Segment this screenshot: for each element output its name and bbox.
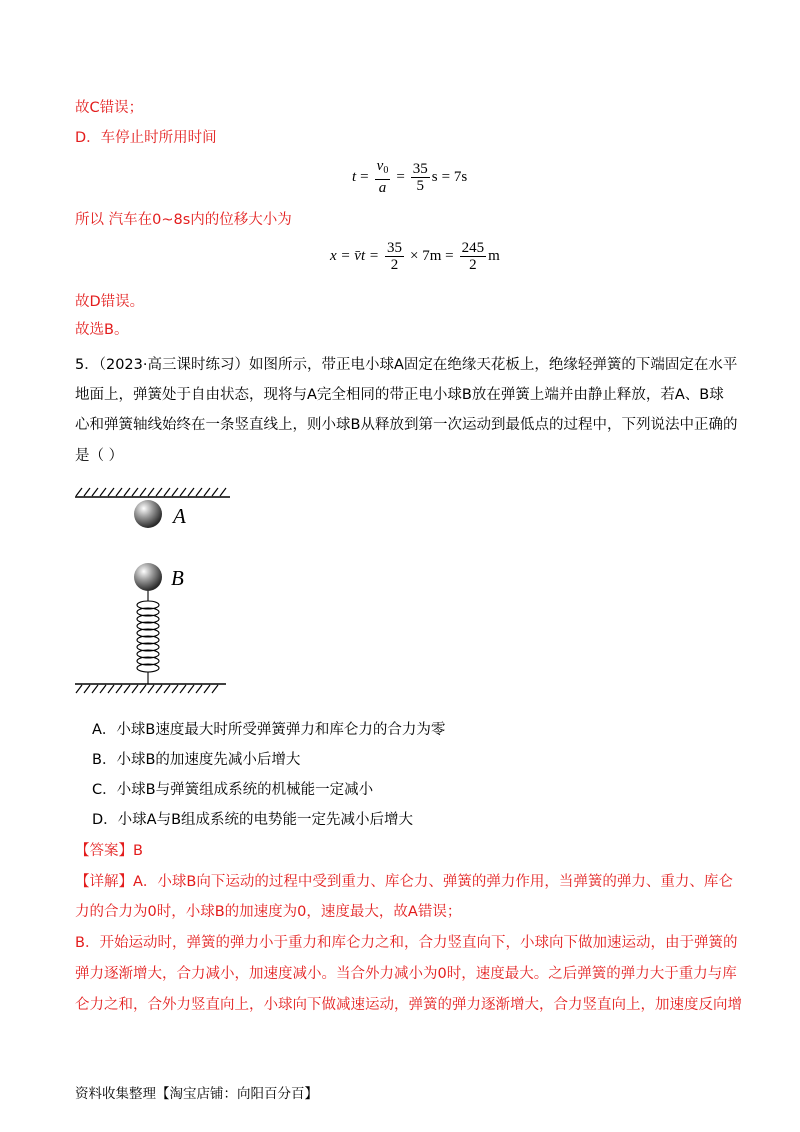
question-line-3: 心和弹簧轴线始终在一条竖直线上，则小球B从释放到第一次运动到最低点的过程中，下列说法中正确的 bbox=[75, 417, 738, 433]
physics-figure bbox=[70, 485, 240, 700]
formula-time: t = $\frac{v_0}{a}$ = $\frac{35}{5}$ s = 7s bbox=[352, 158, 468, 196]
option-d: D．小球A与B组成系统的电势能一定先减小后增大 bbox=[92, 812, 414, 828]
text-choose: 故选B。 bbox=[75, 322, 129, 338]
text-so-label: 所以 汽车在0~8s内的位移大小为 bbox=[75, 212, 292, 228]
option-c: C．小球B与弹簧组成系统的机械能一定减小 bbox=[92, 782, 374, 798]
fraction-35-5: $\frac{35}{5}$ bbox=[412, 160, 428, 194]
ball-b bbox=[134, 563, 162, 591]
analysis-line-3: B．开始运动时，弹簧的弹力小于重力和库仑力之和，合力竖直向下，小球向下做加速运动，由于弹簧的 bbox=[75, 935, 738, 951]
formula-time-lhs: t bbox=[352, 168, 357, 185]
question-line-1: 5．（2023·高三课时练习）如图所示，带正电小球A固定在绝缘天花板上，绝缘轻弹簧的下端固定在水平 bbox=[75, 357, 738, 373]
spring bbox=[137, 591, 159, 684]
footer-text: 资料收集整理【淘宝店铺：向阳百分百】 bbox=[75, 1086, 318, 1102]
floor bbox=[75, 684, 226, 693]
text-d-wrong: 故D错误。 bbox=[75, 294, 145, 310]
ceiling bbox=[75, 488, 230, 497]
label-b: B bbox=[171, 566, 184, 590]
fraction-35-2: $\frac{35}{2}$ bbox=[386, 240, 402, 273]
option-a: A．小球B速度最大时所受弹簧弹力和库仑力的合力为零 bbox=[92, 722, 446, 738]
fraction-245-2: $\frac{245}{2}$ bbox=[461, 240, 485, 273]
fraction-v0-a: $\frac{v_0}{a}$ bbox=[376, 158, 389, 196]
ball-a bbox=[134, 500, 162, 528]
formula-displacement: x = v̄t = $\frac{35}{2}$ × 7m = $\frac{245}{2}$ m bbox=[330, 240, 500, 273]
text-d-label: D．车停止时所用时间 bbox=[75, 130, 217, 146]
analysis-line-5: 仑力之和，合外力竖直向上，小球向下做减速运动，弹簧的弹力逐渐增大，合力竖直向上，加速度反向增 bbox=[75, 997, 742, 1013]
question-line-2: 地面上，弹簧处于自由状态，现将与A完全相同的带正电小球B放在弹簧上端并由静止释放，若A、B球 bbox=[75, 387, 724, 403]
option-b: B．小球B的加速度先减小后增大 bbox=[92, 752, 301, 768]
label-a: A bbox=[173, 504, 186, 528]
analysis-line-1: 【详解】A．小球B向下运动的过程中受到重力、库仑力、弹簧的弹力作用，当弹簧的弹力、重力、库仑 bbox=[75, 874, 733, 890]
analysis-line-4: 弹力逐渐增大，合力减小，加速度减小。当合外力减小为0时，速度最大。之后弹簧的弹力大于重力与库 bbox=[75, 966, 737, 982]
answer: 【答案】B bbox=[75, 843, 143, 859]
question-line-4: 是（ ） bbox=[75, 448, 124, 464]
text-c-wrong: 故C错误； bbox=[75, 100, 144, 116]
analysis-line-2: 力的合力为0时，小球B的加速度为0，速度最大，故A错误； bbox=[75, 904, 462, 920]
